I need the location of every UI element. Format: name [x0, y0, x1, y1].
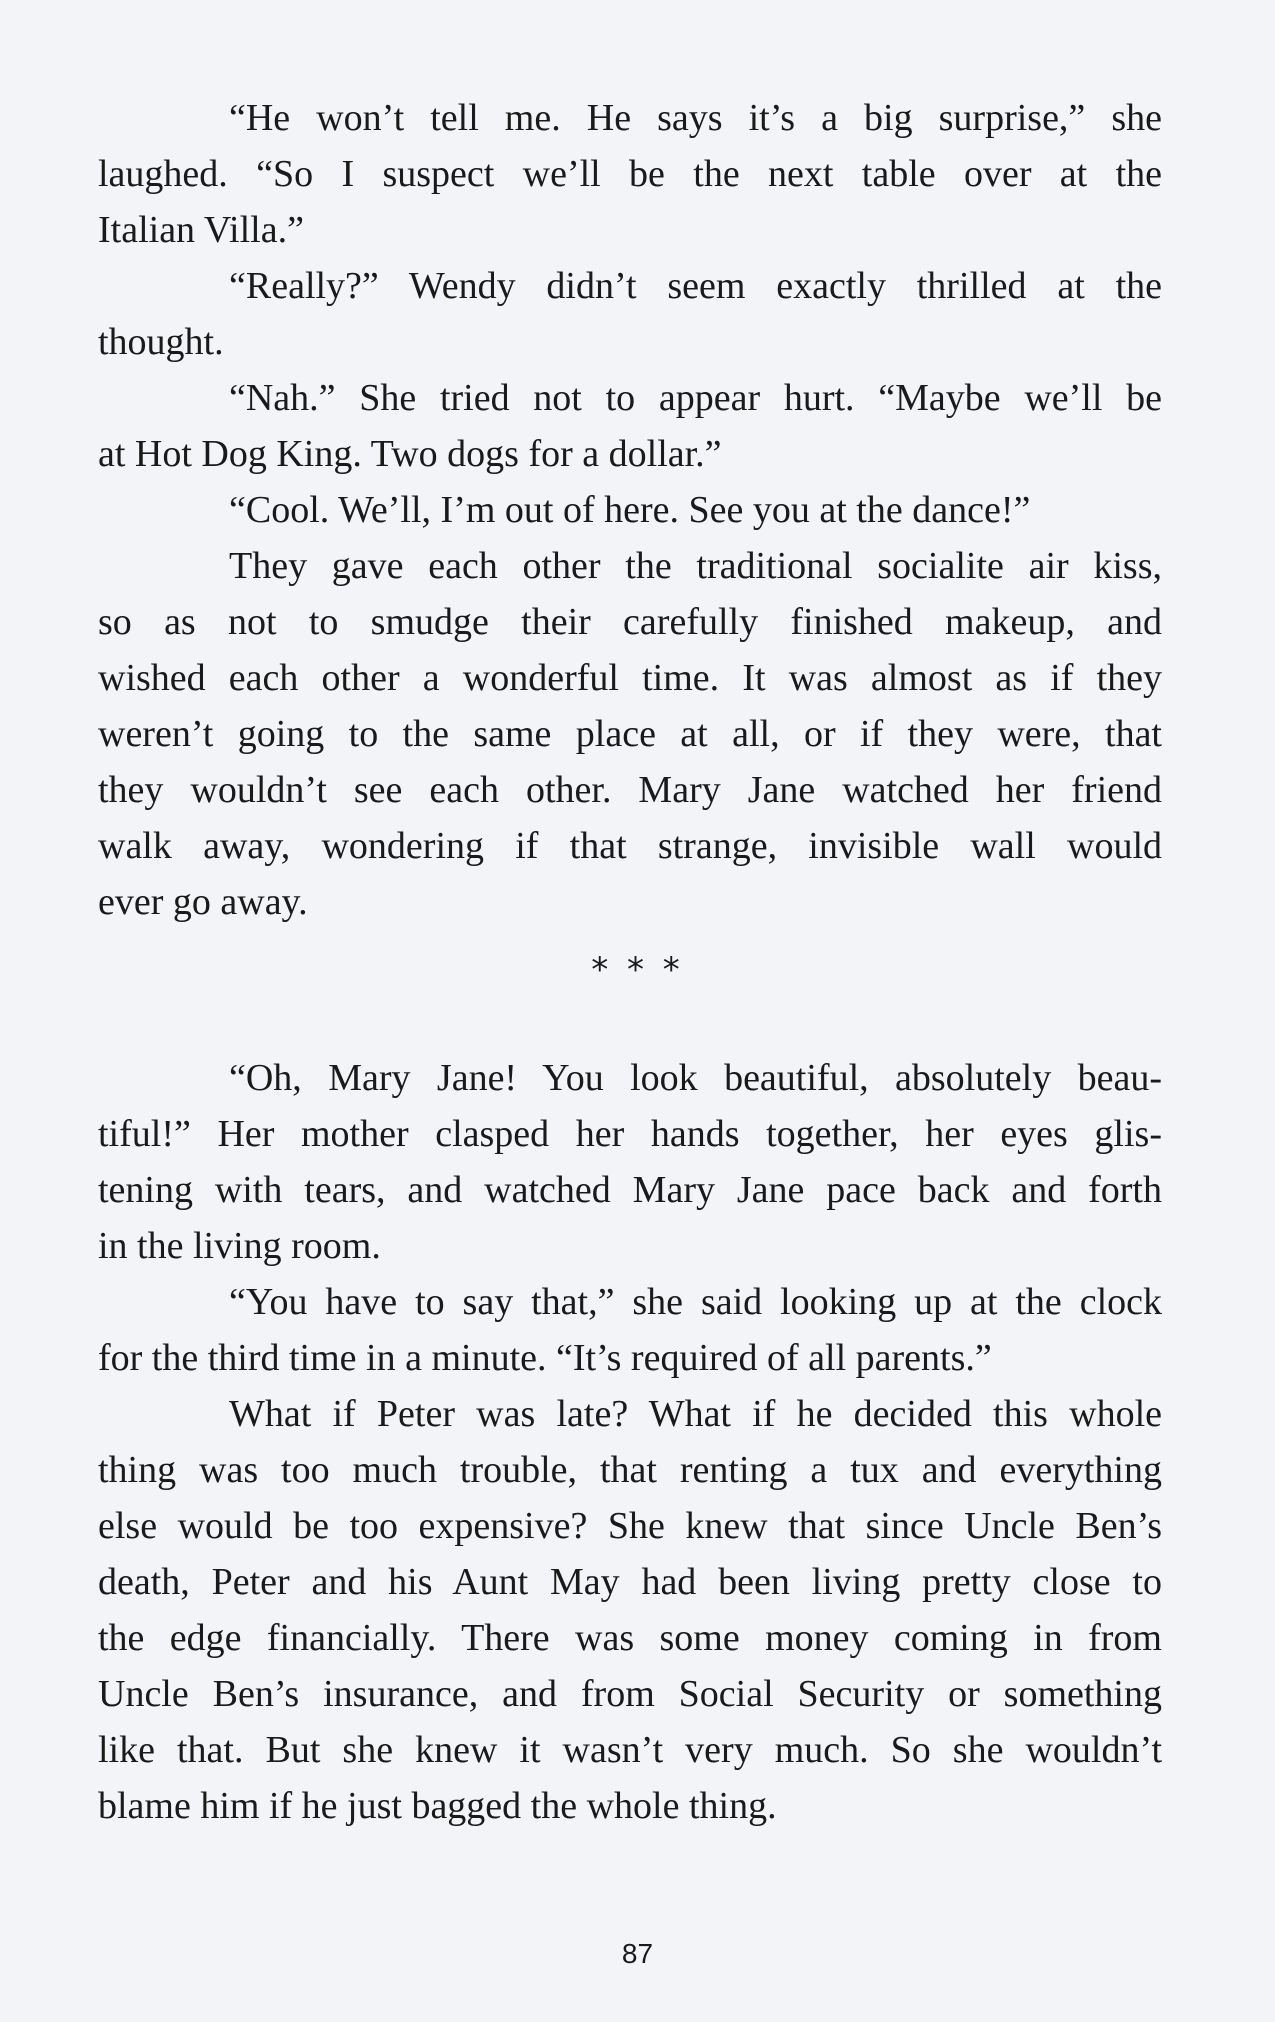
text-line: “Cool. We’ll, I’m out of here. See you at the dance!”	[229, 489, 1031, 531]
text-line: for the third time in a minute. “It’s required of all parents.”	[98, 1337, 992, 1379]
section-break: * * *	[591, 950, 684, 990]
text-line: laughed. “So I suspect we’ll be the next table over at the	[98, 153, 1162, 195]
text-line: tening with tears, and watched Mary Jane pace back and forth	[98, 1169, 1162, 1211]
text-line: weren’t going to the same place at all, or if they were, that	[98, 713, 1162, 755]
text-line: the edge financially. There was some money coming in from	[98, 1617, 1162, 1659]
text-line: wished each other a wonderful time. It was almost as if they	[98, 657, 1162, 699]
text-line: death, Peter and his Aunt May had been living pretty close to	[98, 1561, 1162, 1603]
text-line: so as not to smudge their carefully finished makeup, and	[98, 601, 1162, 643]
text-line: tiful!” Her mother clasped her hands together, her eyes glis-	[98, 1113, 1162, 1155]
text-line: “Really?” Wendy didn’t seem exactly thrilled at the	[229, 265, 1162, 307]
text-line: They gave each other the traditional socialite air kiss,	[229, 545, 1162, 587]
text-line: “He won’t tell me. He says it’s a big surprise,” she	[229, 97, 1162, 139]
text-line: thought.	[98, 321, 224, 363]
text-line: at Hot Dog King. Two dogs for a dollar.”	[98, 433, 722, 475]
text-line: else would be too expensive? She knew that since Uncle Ben’s	[98, 1505, 1162, 1547]
text-line: ever go away.	[98, 881, 308, 923]
page-number: 87	[621, 1938, 654, 1969]
text-line: blame him if he just bagged the whole thing.	[98, 1785, 777, 1827]
text-line: Italian Villa.”	[98, 209, 304, 251]
text-line: “Oh, Mary Jane! You look beautiful, absolutely beau-	[229, 1057, 1162, 1099]
text-line: walk away, wondering if that strange, invisible wall would	[98, 825, 1162, 867]
text-line: in the living room.	[98, 1225, 381, 1267]
text-line: like that. But she knew it wasn’t very much. So she wouldn’t	[98, 1729, 1162, 1771]
text-line: they wouldn’t see each other. Mary Jane watched her friend	[98, 769, 1162, 811]
text-line: “Nah.” She tried not to appear hurt. “Maybe we’ll be	[229, 377, 1162, 419]
text-line: thing was too much trouble, that renting a tux and everything	[98, 1449, 1162, 1491]
text-line: What if Peter was late? What if he decided this whole	[229, 1393, 1162, 1435]
text-line: Uncle Ben’s insurance, and from Social Security or something	[98, 1673, 1162, 1715]
text-line: “You have to say that,” she said looking up at the clock	[229, 1281, 1162, 1323]
